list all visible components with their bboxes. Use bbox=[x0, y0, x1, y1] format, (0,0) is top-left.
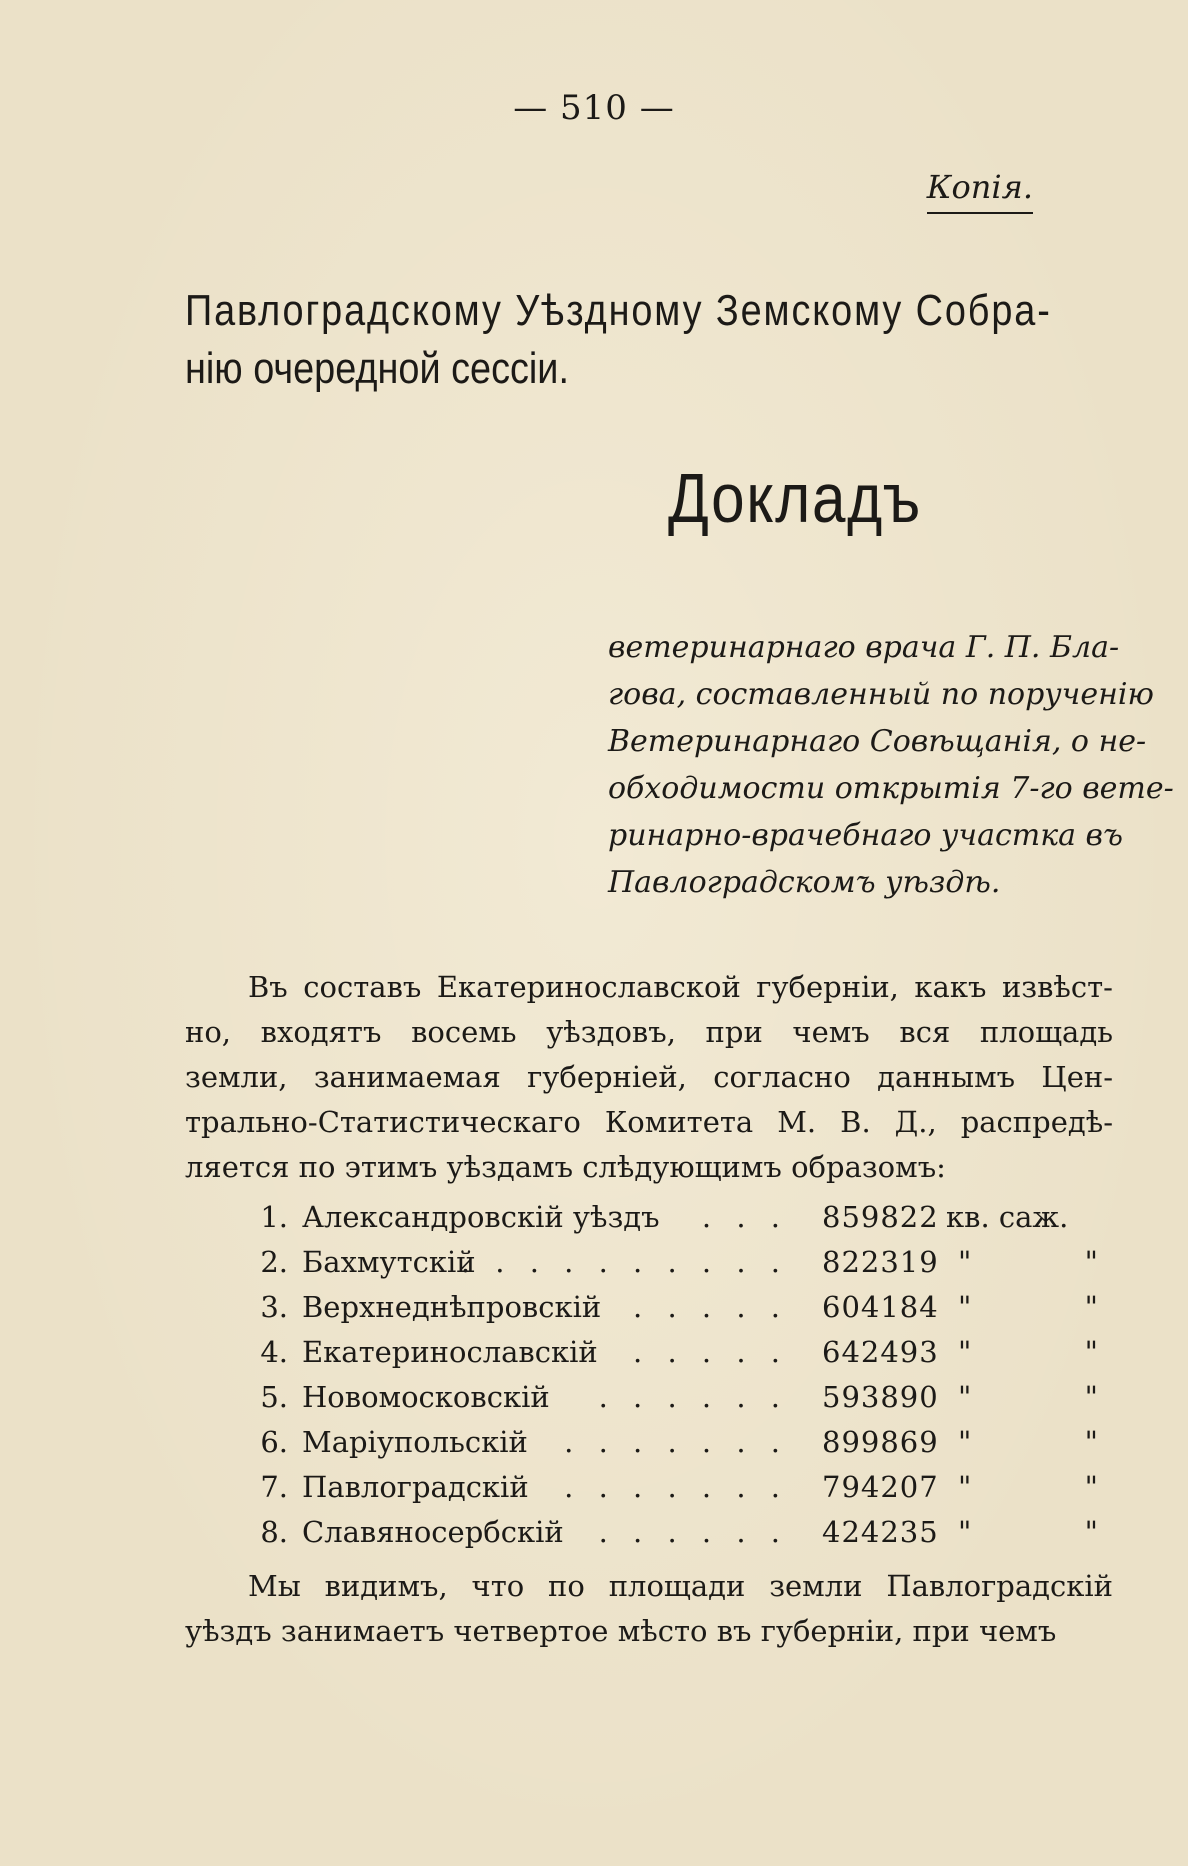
dot-leader: . . . . . . bbox=[598, 1515, 788, 1549]
district-number: 1. bbox=[260, 1200, 288, 1234]
district-row bbox=[248, 1425, 1128, 1470]
district-number: 8. bbox=[260, 1515, 288, 1549]
district-name: Александровскій уѣздъ bbox=[302, 1200, 660, 1234]
district-row bbox=[248, 1470, 1128, 1515]
district-number: 7. bbox=[260, 1470, 288, 1504]
district-row bbox=[248, 1200, 1128, 1245]
paragraph-line: ляется по этимъ уѣздамъ слѣдующимъ образомъ: bbox=[185, 1150, 946, 1184]
district-name: Маріупольскій bbox=[302, 1425, 528, 1459]
description-line: ветеринарнаго врача Г. П. Бла- bbox=[608, 630, 1120, 665]
district-area: 822319 bbox=[822, 1245, 939, 1279]
ditto-mark: " bbox=[1084, 1335, 1098, 1369]
district-row bbox=[248, 1245, 1128, 1290]
ditto-marks bbox=[958, 1245, 1098, 1279]
paragraph-line: но, входятъ восемь уѣздовъ, при чемъ вся площадь bbox=[185, 1015, 1113, 1049]
ditto-mark: " bbox=[1084, 1425, 1098, 1459]
ditto-mark: " bbox=[1084, 1245, 1098, 1279]
ditto-mark: " bbox=[958, 1335, 972, 1369]
area-unit: кв. саж. bbox=[946, 1200, 1069, 1234]
district-area: 859822 bbox=[822, 1200, 939, 1234]
page-number: — 510 — bbox=[513, 88, 675, 128]
description-line: ринарно-врачебнаго участка въ bbox=[608, 818, 1124, 853]
document-title: Докладъ bbox=[668, 459, 923, 537]
ditto-marks bbox=[958, 1290, 1098, 1324]
district-area: 593890 bbox=[822, 1380, 939, 1414]
district-area: 794207 bbox=[822, 1470, 939, 1504]
district-number: 5. bbox=[260, 1380, 288, 1414]
paragraph-line: уѣздъ занимаетъ четвертое мѣсто въ губерніи, при чемъ bbox=[185, 1614, 1057, 1648]
dot-leader: . . . . . . bbox=[598, 1380, 788, 1414]
ditto-marks bbox=[958, 1335, 1098, 1369]
ditto-mark: " bbox=[1084, 1290, 1098, 1324]
district-row bbox=[248, 1290, 1128, 1335]
paragraph-line: Мы видимъ, что по площади земли Павлоградскій bbox=[248, 1569, 1113, 1603]
description-line: обходимости открытія 7-го вете- bbox=[608, 771, 1174, 806]
district-area-list bbox=[248, 1200, 1128, 1560]
paragraph-intro bbox=[185, 965, 1113, 1190]
ditto-mark: " bbox=[1084, 1470, 1098, 1504]
district-number: 6. bbox=[260, 1425, 288, 1459]
dot-leader: . . . . . . . . . . bbox=[460, 1245, 788, 1279]
district-row bbox=[248, 1515, 1128, 1560]
ditto-mark: " bbox=[1084, 1515, 1098, 1549]
report-description bbox=[608, 624, 1174, 906]
description-line: Павлоградскомъ уѣздѣ. bbox=[608, 865, 1001, 900]
ditto-mark: " bbox=[958, 1245, 972, 1279]
district-row bbox=[248, 1380, 1128, 1425]
addressee-line: нію очередной сессіи. bbox=[185, 344, 569, 393]
ditto-marks bbox=[958, 1425, 1098, 1459]
district-row bbox=[248, 1335, 1128, 1380]
district-name: Бахмутскій bbox=[302, 1245, 476, 1279]
district-number: 4. bbox=[260, 1335, 288, 1369]
district-area: 642493 bbox=[822, 1335, 939, 1369]
ditto-mark: " bbox=[958, 1470, 972, 1504]
district-area: 899869 bbox=[822, 1425, 939, 1459]
copy-stamp: Копія. bbox=[927, 168, 1033, 214]
ditto-mark: " bbox=[958, 1515, 972, 1549]
ditto-marks bbox=[958, 1470, 1098, 1504]
district-name: Верхнеднѣпровскій bbox=[302, 1290, 602, 1324]
district-area: 604184 bbox=[822, 1290, 939, 1324]
district-number: 3. bbox=[260, 1290, 288, 1324]
district-name: Павлоградскій bbox=[302, 1470, 529, 1504]
description-line: Ветеринарнаго Совѣщанія, о не- bbox=[608, 724, 1147, 759]
district-name: Екатеринославскій bbox=[302, 1335, 598, 1369]
district-number: 2. bbox=[260, 1245, 288, 1279]
paragraph-line: Въ составъ Екатеринославской губерніи, какъ извѣст- bbox=[248, 970, 1113, 1004]
dot-leader: . . . bbox=[701, 1200, 788, 1234]
dot-leader: . . . . . . . bbox=[564, 1425, 788, 1459]
district-name: Славяносербскій bbox=[302, 1515, 564, 1549]
ditto-mark: " bbox=[1084, 1380, 1098, 1414]
ditto-marks bbox=[958, 1380, 1098, 1414]
district-area: 424235 bbox=[822, 1515, 939, 1549]
paragraph-line: земли, занимаемая губерніей, согласно даннымъ Цен- bbox=[185, 1060, 1113, 1094]
description-line: гова, составленный по порученію bbox=[608, 677, 1154, 712]
ditto-marks bbox=[958, 1515, 1098, 1549]
paragraph-conclusion bbox=[185, 1564, 1113, 1654]
addressee bbox=[185, 282, 1052, 398]
ditto-mark: " bbox=[958, 1290, 972, 1324]
dot-leader: . . . . . bbox=[633, 1290, 788, 1324]
paragraph-line: трально-Статистическаго Комитета М. В. Д., распредѣ- bbox=[185, 1105, 1113, 1139]
dot-leader: . . . . . bbox=[633, 1335, 788, 1369]
dot-leader: . . . . . . . bbox=[564, 1470, 788, 1504]
ditto-mark: " bbox=[958, 1425, 972, 1459]
addressee-line: Павлоградскому Уѣздному Земскому Собра- bbox=[185, 286, 1052, 335]
district-name: Новомосковскій bbox=[302, 1380, 550, 1414]
ditto-mark: " bbox=[958, 1380, 972, 1414]
